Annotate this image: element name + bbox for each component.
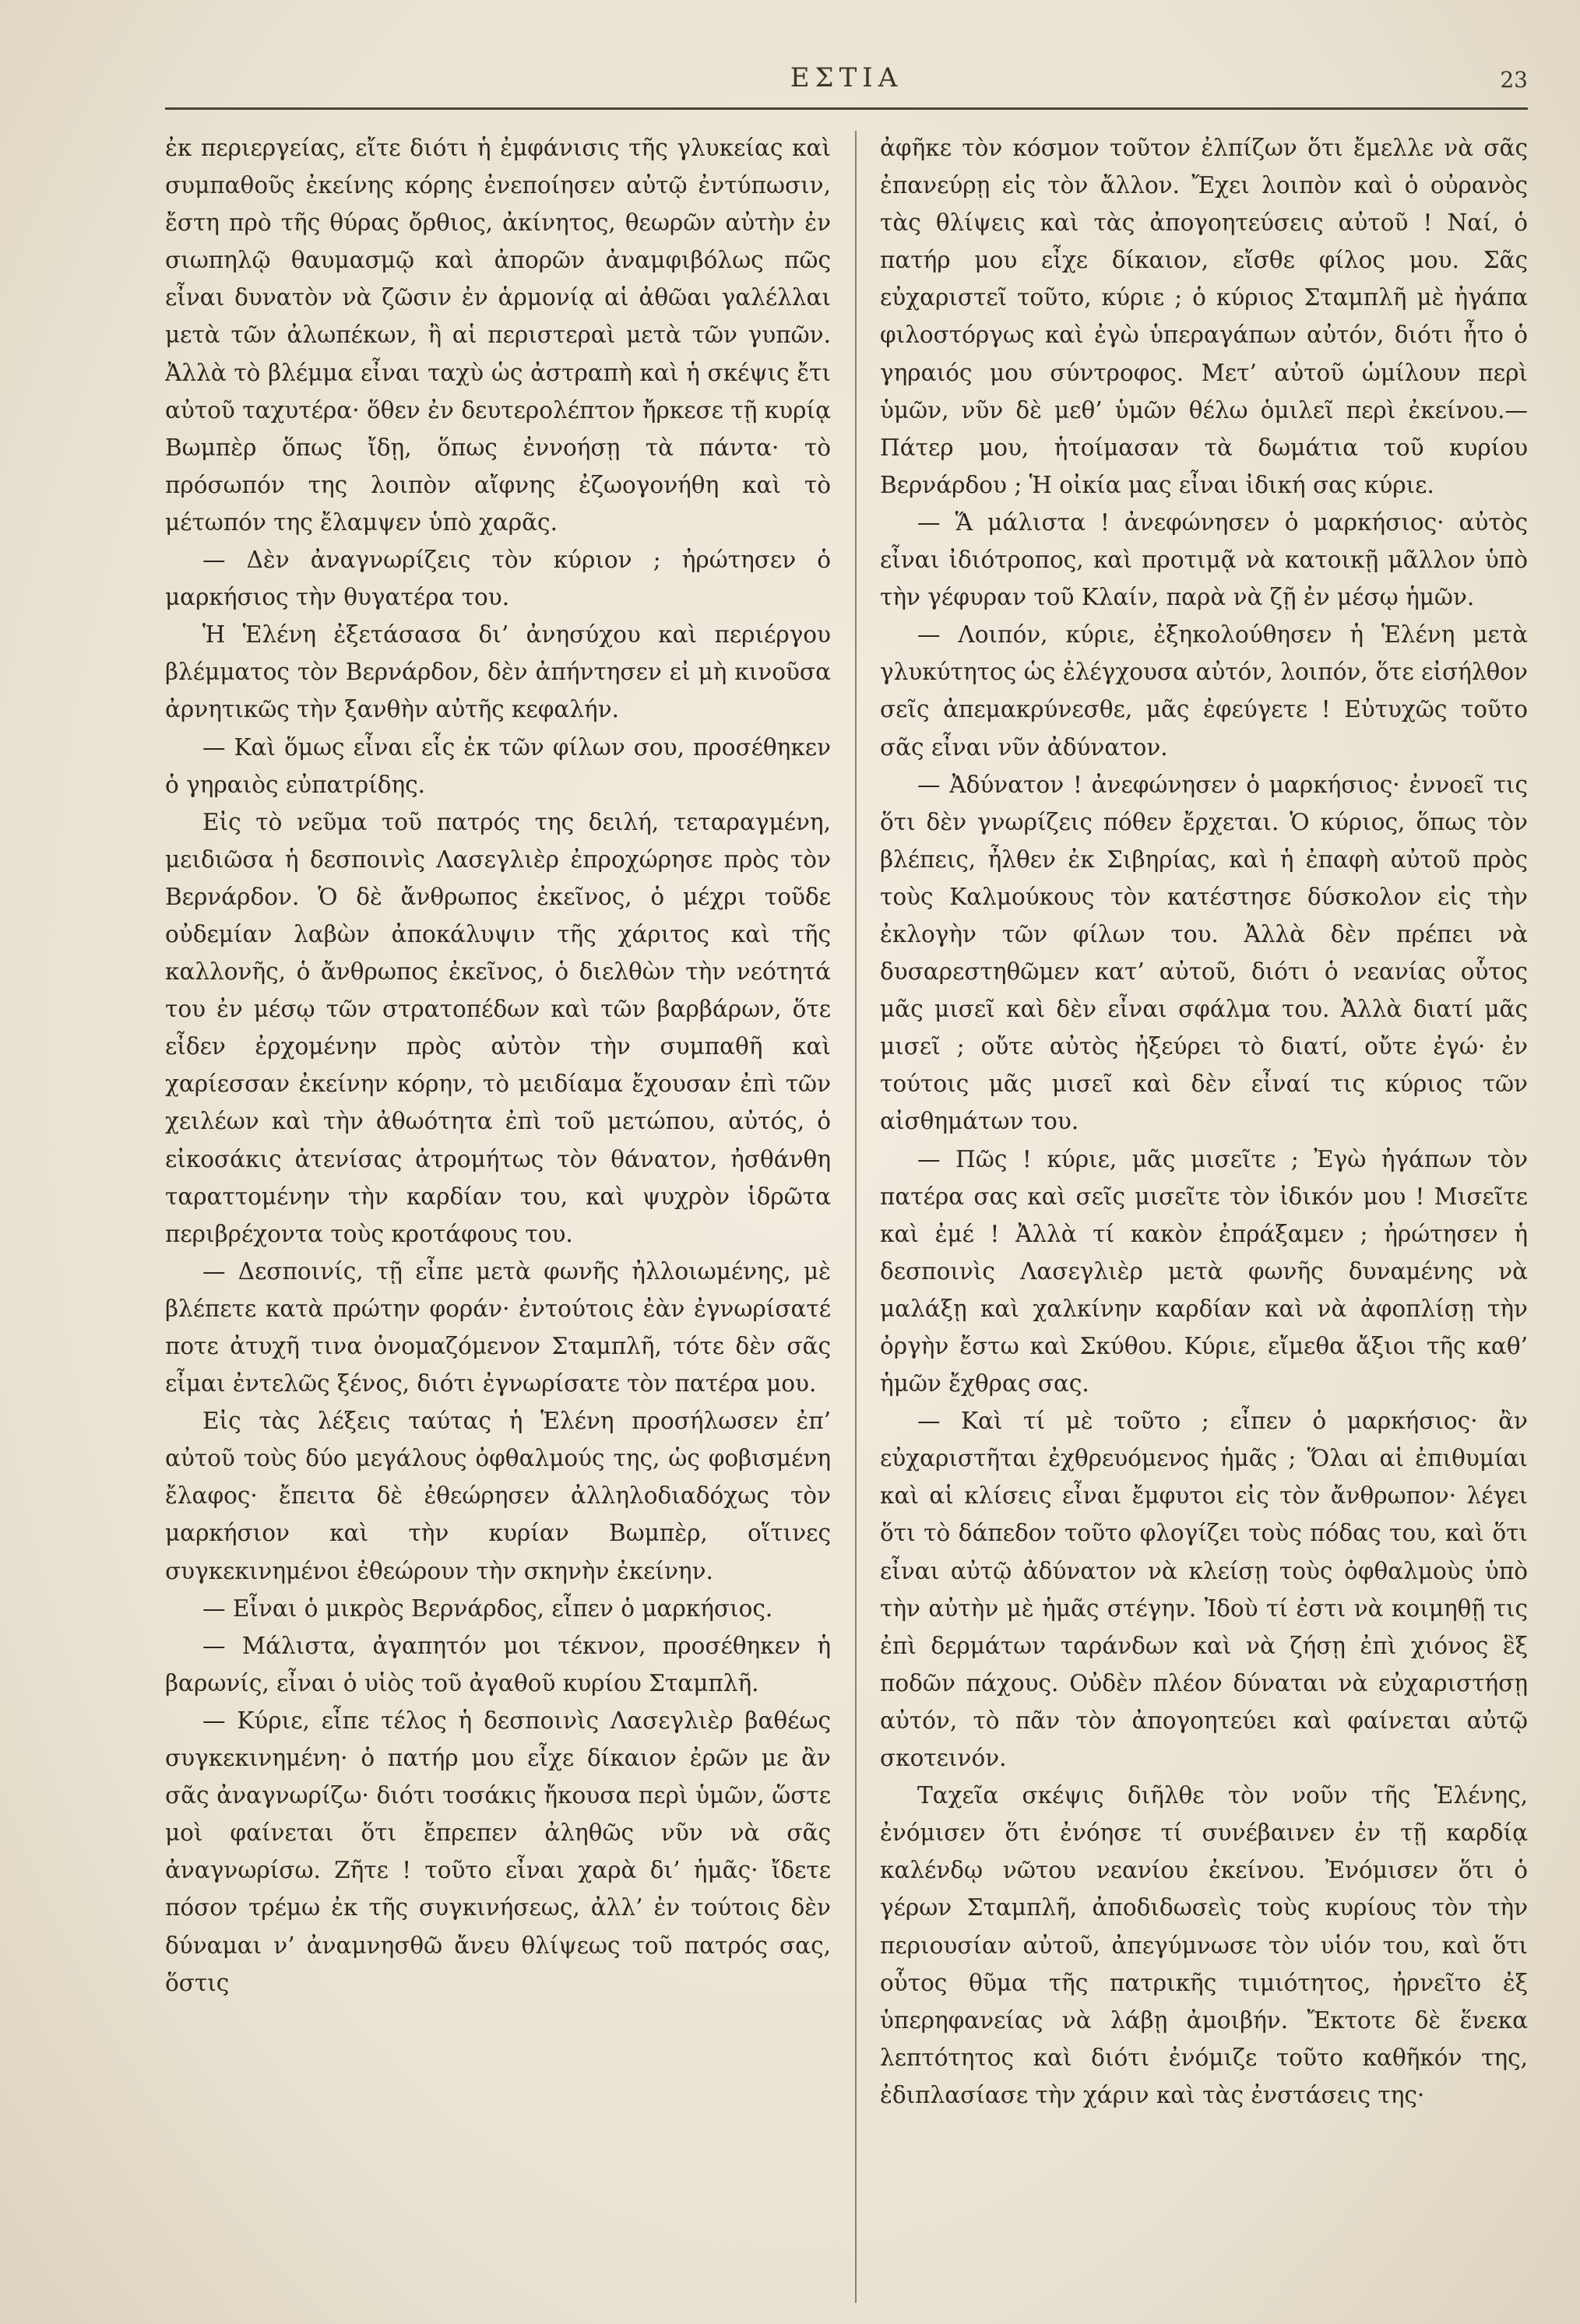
paragraph: ἐκ περιεργείας, εἴτε διότι ἡ ἐμφάνισις τῆς γλυκείας καὶ συμπαθοῦς ἐκείνης κόρης ἐνεποίησεν αὐτῷ ἐντύπωσιν, ἔστη πρὸ τῆς θύρας ὄρθιος, ἀκίνητος, θεωρῶν αὐτὴν ἐν σιωπηλῷ θαυμασμῷ καὶ ἀπορῶν ἀναμφιβόλως πῶς εἶναι δυνατὸν νὰ ζῶσιν ἐν ἁρμονίᾳ αἱ ἀθῶαι γαλέλλαι μετὰ τῶν ἀλωπέκων, ἢ αἱ περιστεραὶ μετὰ τῶν γυπῶν. Ἀλλὰ τὸ βλέμμα εἶναι ταχὺ ὡς ἀστραπὴ καὶ ἡ σκέψις ἔτι αὐτοῦ ταχυτέρα· ὅθεν ἐν δευτερολέπτον ἤρκεσε τῇ κυρίᾳ Βωμπὲρ ὅπως ἴδῃ, ὅπως ἐννοήσῃ τὰ πάντα· τὸ πρόσωπόν της λοιπὸν αἴφνης ἐζωογονήθη καὶ τὸ μέτωπόν της ἔλαμψεν ὑπὸ χαρᾶς. <box>165 135 831 536</box>
column-divider <box>855 131 857 2303</box>
right-column <box>880 129 1528 2309</box>
left-column <box>165 129 831 2309</box>
paragraph: — Κύριε, εἶπε τέλος ἡ δεσποινὶς Λασεγλιὲρ βαθέως συγκεκινημένη· ὁ πατήρ μου εἶχε δίκαιον ἐρῶν με ἂν σᾶς ἀναγνωρίζω· διότι τοσάκις ἤκουσα περὶ ὑμῶν, ὥστε μοὶ φαίνεται ὅτι ἔπρεπεν ἀληθῶς νῦν νὰ σᾶς ἀναγνωρίσω. Ζῆτε ! τοῦτο εἶναι χαρὰ δι’ ἡμᾶς· ἴδετε πόσον τρέμω ἐκ τῆς συγκινήσεως, ἀλλ’ ἐν τούτοις δὲν δύναμαι ν’ ἀναμνησθῶ ἄνευ θλίψεως τοῦ πατρός σας, ὅστις <box>165 1707 831 1996</box>
paragraph: Ταχεῖα σκέψις διῆλθε τὸν νοῦν τῆς Ἑλένης, ἐνόμισεν ὅτι ἐνόησε τί συνέβαινεν ἐν τῇ καρδίᾳ καλένδῳ νῶτου νεανίου ἐκείνου. Ἐνόμισεν ὅτι ὁ γέρων Σταμπλῆ, ἀποδιδωσεὶς τοὺς κυρίους τὸν τὴν περιουσίαν αὐτοῦ, ἀπεγύμνωσε τὸν υἱόν του, καὶ ὅτι οὗτος θῦμα τῆς πατρικῆς τιμιότητος, ἠρνεῖτο ἐξ ὑπερηφανείας νὰ λάβῃ ἀμοιβήν. Ἔκτοτε δὲ ἕνεκα λεπτότητος καὶ διότι ἐνόμιζε τοῦτο καθῆκόν της, ἐδιπλασίασε τὴν χάριν καὶ τὰς ἐνστάσεις της· <box>880 1782 1528 2108</box>
paragraph: — Δεσποινίς, τῇ εἶπε μετὰ φωνῆς ἠλλοιωμένης, μὲ βλέπετε κατὰ πρώτην φοράν· ἐντούτοις ἐὰν ἐγνωρίσατέ ποτε ἀτυχῆ τινα ὀνομαζόμενον Σταμπλῆ, τότε δὲν σᾶς εἶμαι ἐντελῶς ξένος, διότι ἐγνωρίσατε τὸν πατέρα μου. <box>165 1257 831 1398</box>
paragraph: ἀφῆκε τὸν κόσμον τοῦτον ἐλπίζων ὅτι ἔμελλε νὰ σᾶς ἐπανεύρῃ εἰς τὸν ἄλλον. Ἔχει λοιπὸν καὶ ὁ οὐρανὸς τὰς θλίψεις καὶ τὰς ἀπογοητεύσεις αὐτοῦ ! Ναί, ὁ πατήρ μου εἶχε δίκαιον, εἴσθε φίλος μου. Σᾶς εὐχαριστεῖ τοῦτο, κύριε ; ὁ κύριος Σταμπλῆ μὲ ἠγάπα φιλοστόργως καὶ ἐγὼ ὑπεραγάπων αὐτόν, διότι ἦτο ὁ γηραιός μου σύντροφος. Μετ’ αὐτοῦ ὡμίλουν περὶ ὑμῶν, νῦν δὲ μεθ’ ὑμῶν θέλω ὁμιλεῖ περὶ ἐκείνου.—Πάτερ μου, ἡτοίμασαν τὰ δωμάτια τοῦ κυρίου Βερνάρδου ; Ἡ οἰκία μας εἶναι ἰδική σας κύριε. <box>880 135 1528 498</box>
paragraph: — Εἶναι ὁ μικρὸς Βερνάρδος, εἶπεν ὁ μαρκήσιος. <box>202 1594 773 1622</box>
paragraph: — Μάλιστα, ἀγαπητόν μοι τέκνον, προσέθηκεν ἡ βαρωνίς, εἶναι ὁ υἱὸς τοῦ ἀγαθοῦ κυρίου Σταμπλῆ. <box>165 1632 831 1696</box>
paragraph: — Ἅ μάλιστα ! ἀνεφώνησεν ὁ μαρκήσιος· αὐτὸς εἶναι ἰδιότροπος, καὶ προτιμᾷ νὰ κατοικῇ μᾶλλον ὑπὸ τὴν γέφυραν τοῦ Κλαίν, παρὰ νὰ ζῇ ἐν μέσῳ ἡμῶν. <box>880 508 1528 611</box>
paragraph: — Καὶ τί μὲ τοῦτο ; εἶπεν ὁ μαρκήσιος· ἂν εὐχαριστῆται ἐχθρευόμενος ἡμᾶς ; Ὅλαι αἱ ἐπιθυμίαι καὶ αἱ κλίσεις εἶναι ἔμφυτοι εἰς τὸν ἄνθρωπον· λέγει ὅτι τὸ δάπεδον τοῦτο φλογίζει τοὺς πόδας του, καὶ ὅτι εἶναι αὐτῷ ἀδύνατον νὰ κλείσῃ τοὺς ὀφθαλμοὺς ὑπὸ τὴν αὐτὴν μὲ ἡμᾶς στέγην. Ἰδοὺ τί ἐστι νὰ κοιμηθῇ τις ἐπὶ δερμάτων ταράνδων καὶ νὰ ζήσῃ ἐπὶ χιόνος ἓξ ποδῶν πάχους. Οὐδὲν πλέον δύναται νὰ εὐχαριστήσῃ αὐτόν, τὸ πᾶν τὸν ἀπογοητεύει καὶ φαίνεται αὐτῷ σκοτεινόν. <box>880 1408 1528 1772</box>
paragraph: — Πῶς ! κύριε, μᾶς μισεῖτε ; Ἐγὼ ἠγάπων τὸν πατέρα σας καὶ σεῖς μισεῖτε τὸν ἰδικόν μου ! Μισεῖτε καὶ ἐμέ ! Ἀλλὰ τί κακὸν ἐπράξαμεν ; ἠρώτησεν ἡ δεσποινὶς Λασεγλιὲρ μετὰ φωνῆς δυναμένης νὰ μαλάξῃ καὶ χαλκίνην καρδίαν καὶ νὰ ἀφοπλίσῃ τὴν ὀργὴν ἔστω καὶ Σκύθου. Κύριε, εἴμεθα ἄξιοι τῆς καθ’ ἡμῶν ἔχθρας σας. <box>880 1145 1528 1398</box>
page-number: 23 <box>1500 67 1528 93</box>
header-rule <box>165 107 1528 110</box>
paragraph: — Καὶ ὅμως εἶναι εἷς ἐκ τῶν φίλων σου, προσέθηκεν ὁ γηραιὸς εὐπατρίδης. <box>165 733 831 798</box>
paragraph: Εἰς τὸ νεῦμα τοῦ πατρός της δειλή, τεταραγμένη, μειδιῶσα ἡ δεσποινὶς Λασεγλιὲρ ἐπροχώρησε πρὸς τὸν Βερνάρδον. Ὁ δὲ ἄνθρωπος ἐκεῖνος, ὁ μέχρι τοῦδε οὐδεμίαν λαβὼν ἀποκάλυψιν τῆς χάριτος καὶ τῆς καλλονῆς, ὁ ἄνθρωπος ἐκεῖνος, ὁ διελθὼν τὴν νεότητά του ἐν μέσῳ τῶν στρατοπέδων καὶ τῶν βαρβάρων, ὅτε εἶδεν ἐρχομένην πρὸς αὐτὸν τὴν συμπαθῆ καὶ χαρίεσσαν ἐκείνην κόρην, τὸ μειδίαμα ἔχουσαν ἐπὶ τῶν χειλέων καὶ τὴν ἀθωότητα ἐπὶ τοῦ μετώπου, αὐτός, ὁ εἰκοσάκις ἀτενίσας ἀτρομήτως τὸν θάνατον, ἠσθάνθη ταραττομένην τὴν καρδίαν του, καὶ ψυχρὸν ἱδρῶτα περιβρέχοντα τοὺς κροτάφους του. <box>165 808 831 1247</box>
paragraph: — Δὲν ἀναγνωρίζεις τὸν κύριον ; ἠρώτησεν ὁ μαρκήσιος τὴν θυγατέρα του. <box>165 547 831 611</box>
paragraph: — Λοιπόν, κύριε, ἐξηκολούθησεν ἡ Ἑλένη μετὰ γλυκύτητος ὡς ἐλέγχουσα αὐτόν, λοιπόν, ὅτε εἰσήλθον σεῖς ἀπεμακρύνεσθε, μᾶς ἐφεύγετε ! Εὐτυχῶς τοῦτο σᾶς εἶναι νῦν ἀδύνατον. <box>880 621 1528 761</box>
paragraph: Εἰς τὰς λέξεις ταύτας ἡ Ἑλένη προσήλωσεν ἐπ’ αὐτοῦ τοὺς δύο μεγάλους ὀφθαλμούς της, ὡς φοβισμένη ἔλαφος· ἔπειτα δὲ ἐθεώρησεν ἀλληλοδιαδόχως τὸν μαρκήσιον καὶ τὴν κυρίαν Βωμπὲρ, οἵτινες συγκεκινημένοι ἐθεώρουν τὴν σκηνὴν ἐκείνην. <box>165 1408 831 1584</box>
journal-title: ΕΣΤΙΑ <box>790 62 903 93</box>
paragraph: Ἡ Ἑλένη ἐξετάσασα δι’ ἀνησύχου καὶ περιέργου βλέμματος τὸν Βερνάρδον, δὲν ἀπήντησεν εἰ μὴ κινοῦσα ἀρνητικῶς τὴν ξανθὴν αὐτῆς κεφαλήν. <box>165 621 831 723</box>
page-header <box>165 62 1528 106</box>
paragraph: — Ἀδύνατον ! ἀνεφώνησεν ὁ μαρκήσιος· ἐννοεῖ τις ὅτι δὲν γνωρίζεις πόθεν ἔρχεται. Ὁ κύριος, ὅπως τὸν βλέπεις, ἦλθεν ἐκ Σιβηρίας, καὶ ἡ ἐπαφὴ αὐτοῦ πρὸς τοὺς Καλμούκους τὸν κατέστησε δύσκολον εἰς τὴν ἐκλογὴν τῶν φίλων του. Ἀλλὰ δὲν πρέπει νὰ δυσαρεστηθῶμεν κατ’ αὐτοῦ, διότι ὁ νεανίας οὗτος μᾶς μισεῖ καὶ δὲν εἶναι σφάλμα του. Ἀλλὰ διατί μᾶς μισεῖ ; οὔτε αὐτὸς ἠξεύρει τὸ διατί, οὔτε ἐγώ· ἐν τούτοις μᾶς μισεῖ καὶ δὲν εἶναί τις κύριος τῶν αἰσθημάτων του. <box>880 771 1528 1135</box>
